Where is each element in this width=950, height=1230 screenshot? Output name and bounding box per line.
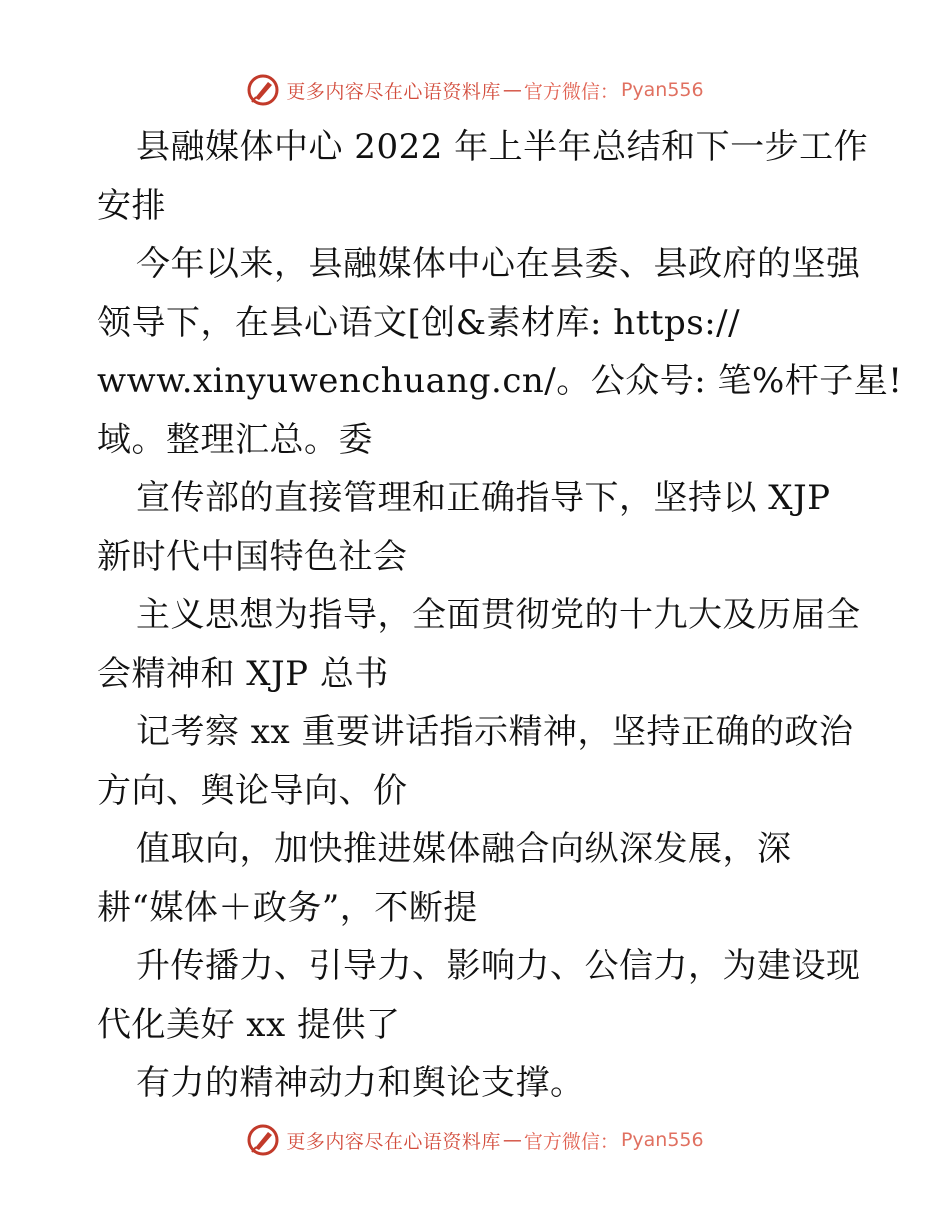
paragraph-line: 代化美好 xx 提供了 xyxy=(97,1004,401,1045)
paragraph-line: 域。整理汇总。委 xyxy=(97,419,373,460)
paragraph-line: 主义思想为指导，全面贯彻党的十九大及历届全 xyxy=(136,595,861,635)
paragraph-line: www.xinyuwenchuang.cn/。公众号: 笔%杆子星! xyxy=(97,361,903,401)
header-watermark-banner xyxy=(0,68,950,112)
quill-pen-logo-icon xyxy=(246,73,280,107)
doc-title-line-1: 县融媒体中心 2022 年上半年总结和下一步工作 xyxy=(136,127,869,167)
banner-text: 更多内容尽在心语资料库 xyxy=(286,80,501,103)
banner-text: 更多内容尽在心语资料库 xyxy=(286,1130,501,1153)
paragraph-line: 会精神和 XJP 总书 xyxy=(97,653,389,694)
paragraph-line: 有力的精神动力和舆论支撑。 xyxy=(136,1063,585,1103)
banner-label: 官方微信： xyxy=(523,80,619,103)
paragraph-line: 升传播力、引导力、影响力、公信力，为建设现 xyxy=(136,946,861,986)
paragraph-line: 耕“媒体＋政务”，不断提 xyxy=(97,887,478,928)
paragraph-line: 领导下，在县心语文[创&素材库: https:// xyxy=(97,302,741,343)
quill-pen-logo-icon xyxy=(246,1123,280,1157)
paragraph-line: 今年以来，县融媒体中心在县委、县政府的坚强 xyxy=(136,244,861,284)
banner-handle: Pyan556 xyxy=(620,1129,704,1151)
banner-dash: — xyxy=(502,1129,522,1151)
doc-title-line-2: 安排 xyxy=(97,185,166,226)
paragraph-line: 宣传部的直接管理和正确指导下，坚持以 XJP xyxy=(136,478,831,518)
footer-watermark-banner xyxy=(0,1118,950,1162)
banner-label: 官方微信： xyxy=(523,1130,619,1153)
banner-handle: Pyan556 xyxy=(620,79,704,101)
banner-dash: — xyxy=(502,79,522,101)
document-body xyxy=(97,118,903,1113)
paragraph-line: 值取向，加快推进媒体融合向纵深发展，深 xyxy=(136,829,792,869)
paragraph-line: 新时代中国特色社会 xyxy=(97,536,408,577)
paragraph-line: 方向、舆论导向、价 xyxy=(97,770,408,811)
paragraph-line: 记考察 xx 重要讲话指示精神，坚持正确的政治 xyxy=(136,712,854,752)
